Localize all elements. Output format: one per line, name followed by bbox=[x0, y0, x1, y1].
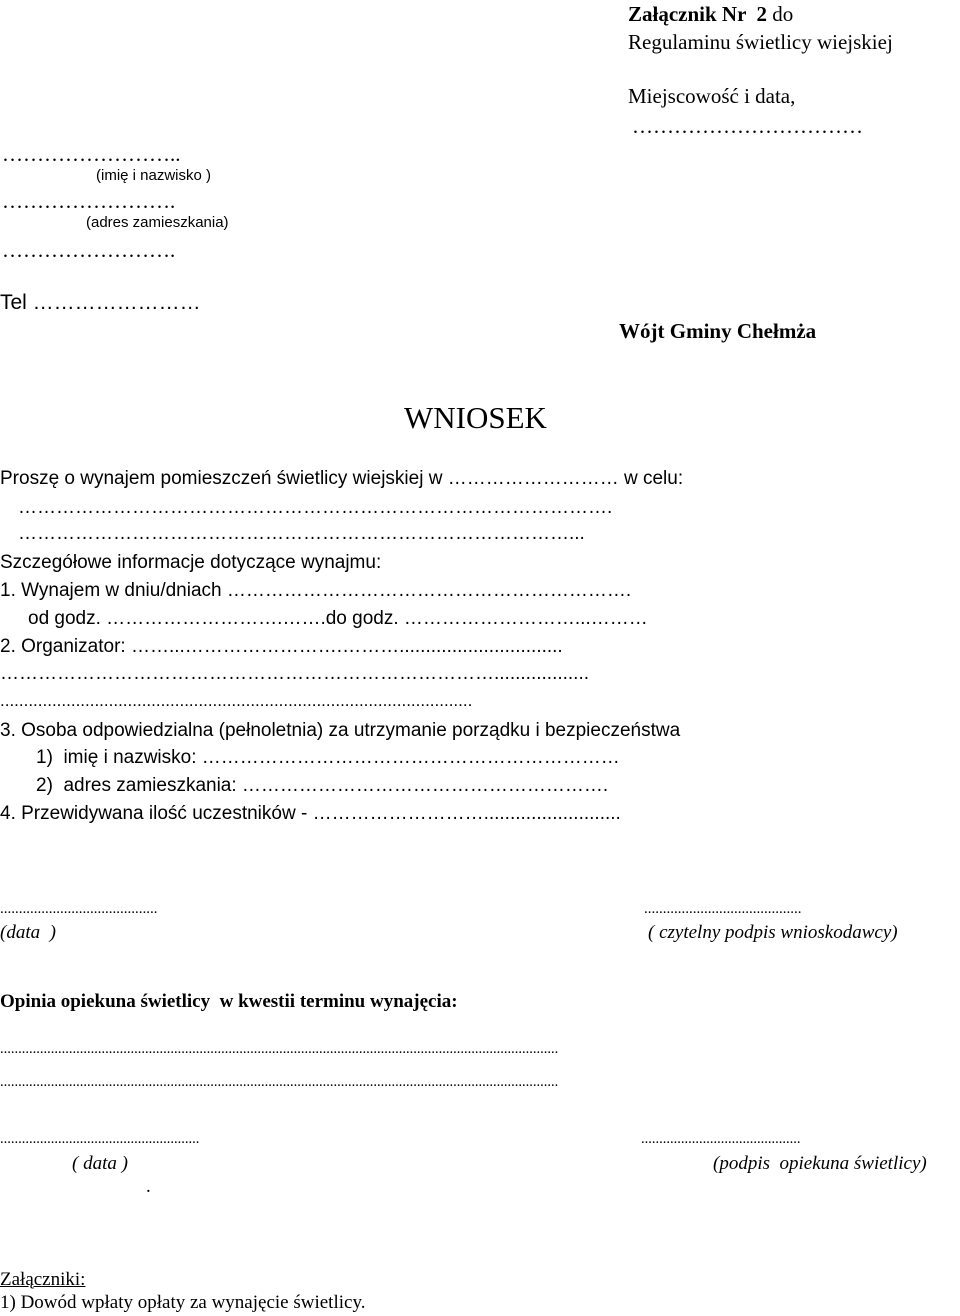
request-line-3: ……………………………………………………………………………... bbox=[18, 523, 585, 544]
annex-subtitle: Regulaminu świetlicy wiejskiej bbox=[628, 30, 893, 54]
annex-title bbox=[628, 4, 793, 25]
opinion-signature-dots: ............................................ bbox=[641, 1131, 801, 1147]
details-hours: od godz. ……………………….…….do godz. ………………………...……… bbox=[28, 608, 648, 629]
opinion-line-1: .......................................................................................................................................................... bbox=[0, 1041, 559, 1057]
opinion-date-period: . bbox=[146, 1176, 151, 1197]
attachment-item-1: 1) Dowód wpłaty opłaty za wynajęcie świetlicy. bbox=[0, 1292, 366, 1313]
applicant-address-label: (adres zamieszkania) bbox=[86, 214, 229, 231]
annex-title-rest: do bbox=[767, 2, 794, 26]
date-signature-label: (data ) bbox=[0, 922, 56, 943]
details-item-3-name: 1) imię i nazwisko: ………………………………………………………… bbox=[36, 747, 620, 768]
details-item-3-address: 2) adres zamieszkania: …………………………………………………. bbox=[36, 775, 609, 796]
request-line-2: …………………………………………………………………………………. bbox=[18, 497, 613, 518]
opinion-date-dots: ....................................................... bbox=[0, 1131, 200, 1147]
details-item-2-cont-2: .................................................................................................... bbox=[0, 691, 473, 710]
applicant-name-label: (imię i nazwisko ) bbox=[96, 167, 212, 184]
applicant-name-dots: …………………….. bbox=[2, 142, 181, 166]
details-item-4: 4. Przewidywana ilość uczestników - ……………………….......................... bbox=[0, 803, 621, 824]
details-item-1: 1. Wynajem w dniu/dniach ………………………………………………………. bbox=[0, 580, 632, 601]
opinion-title: Opinia opiekuna świetlicy w kwestii terminu wynajęcia: bbox=[0, 991, 458, 1012]
opinion-signature-label: (podpis opiekuna świetlicy) bbox=[713, 1153, 927, 1174]
document-heading: WNIOSEK bbox=[404, 400, 547, 435]
applicant-address-dots-2: ……………………. bbox=[2, 238, 176, 262]
opinion-date-label: ( data ) bbox=[72, 1153, 128, 1174]
request-line-1: Proszę o wynajem pomieszczeń świetlicy wiejskiej w ……………………… w celu: bbox=[0, 468, 684, 489]
details-title: Szczegółowe informacje dotyczące wynajmu: bbox=[0, 552, 382, 573]
details-item-2-cont: …………………………………………………………………….................. bbox=[0, 663, 590, 684]
annex-title-bold: Załącznik Nr 2 bbox=[628, 2, 768, 26]
date-signature-dots: .......................................... bbox=[0, 901, 158, 917]
applicant-address-dots: ……………………. bbox=[2, 189, 176, 213]
applicant-tel: Tel …………………… bbox=[0, 291, 201, 314]
place-date-label: Miejscowość i data, bbox=[628, 84, 796, 108]
details-item-3: 3. Osoba odpowiedzialna (pełnoletnia) za utrzymanie porządku i bezpieczeństwa bbox=[0, 720, 681, 741]
attachments-title: Załączniki: bbox=[0, 1269, 86, 1290]
details-item-2: 2. Organizator: ……...…………………….………............................... bbox=[0, 636, 563, 657]
place-date-dots: …………………………… bbox=[632, 114, 863, 138]
applicant-signature-label: ( czytelny podpis wnioskodawcy) bbox=[648, 922, 898, 943]
recipient: Wójt Gminy Chełmża bbox=[619, 319, 817, 343]
opinion-line-2: .......................................................................................................................................................... bbox=[0, 1074, 559, 1090]
applicant-signature-dots: .......................................... bbox=[644, 901, 802, 917]
